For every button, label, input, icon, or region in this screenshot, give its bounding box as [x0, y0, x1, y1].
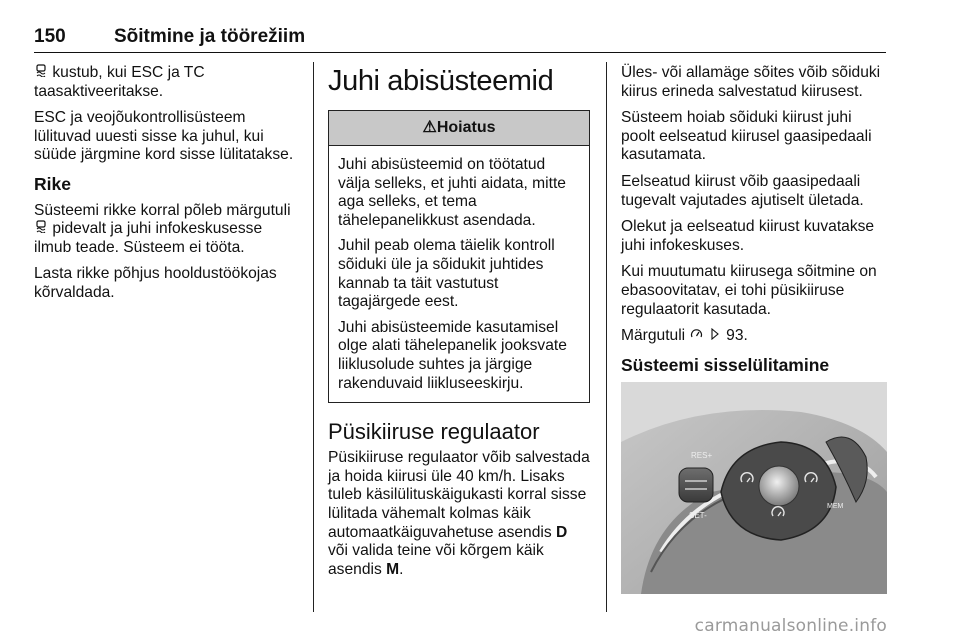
chapter-title: Sõitmine ja töörežiim	[114, 26, 306, 47]
cruise-text-a: Püsikiiruse regulaator võib salvestada ja hoida kiirusi üle 40 km/h. Lisaks tuleb käsilülituskäigukasti korral sisse lülitada vähemalt kolmas käik automaatkäiguvahetuse asendis	[328, 449, 590, 541]
paragraph-indicator	[621, 327, 887, 346]
page-reference-arrow-icon	[708, 327, 722, 346]
steering-wheel-illustration	[621, 382, 887, 594]
gear-d-label: D	[556, 523, 568, 541]
heading-rike: Rike	[34, 173, 71, 194]
warning-header	[329, 111, 589, 146]
warning-box	[328, 110, 590, 403]
illus-set-label: SET-	[689, 511, 707, 521]
cruise-text-b: või valida teine või kõrgem käik asendis	[328, 542, 544, 578]
cruise-text-end: .	[399, 560, 404, 578]
paragraph-uphill: Üles- või allamäge sõites võib sõiduki kiirus erineda salvestatud kiirusest.	[621, 64, 881, 100]
section-title: Juhi abisüsteemid	[328, 65, 554, 97]
warning-paragraph-1: Juhi abisüsteemid on töötatud välja selleks, et juhti aidata, mitte aga selleks, et tema tähelepanelikkust asendada.	[338, 156, 566, 229]
cruise-control-icon	[689, 327, 703, 346]
esc-off-icon	[34, 64, 48, 83]
paragraph-workshop: Lasta rikke põhjus hooldustöökojas kõrvaldada.	[34, 265, 277, 301]
warning-paragraph-3: Juhi abisüsteemide kasutamisel olge alati tähelepanelik jooksvate liiklusolude suhtes ja järgige rakenduvaid liikluseeskirju.	[338, 318, 567, 392]
heading-cruise-control: Püsikiiruse regulaator	[328, 419, 540, 445]
illus-res-label: RES+	[691, 451, 713, 461]
warning-triangle-icon: ⚠	[422, 119, 437, 136]
watermark: carmanualsonline.info	[694, 616, 887, 636]
gear-m-label: M	[386, 560, 400, 578]
warning-label: Hoiatus	[436, 119, 496, 136]
paragraph-status: Olekut ja eelseatud kiirust kuvatakse juhi infokeskuses.	[621, 218, 875, 254]
fault-text-a: Süsteemi rikke korral põleb märgutuli	[34, 201, 291, 219]
page-header	[34, 22, 886, 53]
column-1	[34, 64, 299, 311]
page-number: 150	[34, 26, 66, 47]
column-3	[621, 64, 887, 594]
paragraph-hold-speed: Süsteem hoiab sõiduki kiirust juhi poolt eelseatud kiirusel gaasipedaali kasutamata.	[621, 109, 872, 164]
warning-body	[329, 146, 589, 402]
column-divider-2	[606, 62, 607, 612]
paragraph-override: Eelseatud kiirust võib gaasipedaali tugevalt vajutades ajutiselt ületada.	[621, 172, 864, 209]
fault-text-b: pidevalt ja juhi infokeskusesse ilmub teade. Süsteem ei tööta.	[34, 220, 263, 256]
paragraph-esc-reset: ESC ja veojõukontrollisüsteem lülituvad uuesti sisse ka juhul, kui süüde järgmine kord sisse lülitatakse.	[34, 109, 294, 164]
indicator-text: Märgutuli	[621, 327, 686, 345]
paragraph-cruise-control	[328, 449, 590, 579]
column-2	[328, 64, 590, 587]
column-divider-1	[313, 62, 314, 612]
esc-icon	[34, 220, 48, 239]
warning-paragraph-2: Juhil peab olema täielik kontroll sõiduki üle ja sõidukit juhtides kannab ta täit vastutust tagajärgede eest.	[338, 237, 555, 311]
paragraph-esc-off	[34, 64, 299, 101]
paragraph-not-recommended: Kui muutumatu kiirusega sõitmine on ebasoovitatav, ei tohi püsikiiruse regulaatorit kasutada.	[621, 263, 877, 318]
illus-mem-label: MEM	[827, 503, 844, 511]
heading-activation: Süsteemi sisselülitamine	[621, 354, 830, 375]
paragraph-fault	[34, 202, 299, 258]
esc-off-text: kustub, kui ESC ja TC taasaktiveeritakse.	[34, 64, 205, 100]
page-reference[interactable]: 93.	[726, 327, 748, 345]
